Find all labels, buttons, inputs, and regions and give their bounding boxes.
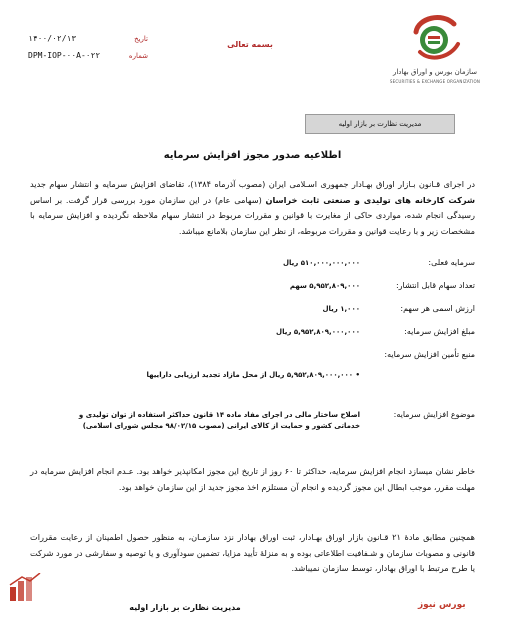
deadline-note: خاطر نشان میسازد انجام افزایش سرمایه، حداکثر تا ۶۰ روز از تاریخ این مجوز امکانپذیر خواهد بود. عـدم انجام افزایش سرمایه در مهلت مقرر، موجب ابطال این مجوز گردیده و انجام آن مستلزم اخذ مجوز جدید از این سازمان خواهد بود.	[30, 466, 476, 492]
spec-row	[30, 410, 475, 432]
number-row	[28, 47, 148, 64]
spec-row	[30, 370, 475, 381]
organization-name-en: SECURITIES & EXCHANGE ORGANIZATION	[389, 79, 481, 84]
date-row	[28, 30, 148, 47]
spec-value: ۱,۰۰۰ ریال	[322, 305, 360, 313]
spec-label: مبلغ افزایش سرمایه:	[404, 327, 475, 336]
registration-note: همچنین مطابق مادۀ ۲۱ قـانون بازار اوراق بهـادار، ثبت اوراق بهادار نزد سازمـان، به منظور حصول اطمینان از رعایت مقررات قانونی و مصوبات سازمان و شـفافیت اطلاعاتی بوده و به منزلۀ تأیید مزایا، تضمین سودآوری و یا توصیه و سفارشی در مورد شرکت یا طرح مرتبط با اوراق بهادار، توسط سازمان نمیباشد.	[30, 532, 475, 573]
spec-value: ۵,۹۵۲,۸۰۹,۰۰۰,۰۰۰ ریال	[276, 328, 360, 336]
capital-increase-specs	[30, 258, 475, 448]
company-name: شرکت کارخانه های تولیدی و صنعتی ثابت خراسان	[265, 194, 475, 205]
intro-paragraph	[30, 177, 475, 239]
spec-row	[30, 281, 475, 292]
spec-label: منبع تأمین افزایش سرمایه:	[384, 350, 475, 359]
seo-logo-icon	[408, 10, 462, 64]
organization-logo	[380, 10, 490, 90]
spec-value: • ۵,۹۵۲,۸۰۹,۰۰۰,۰۰۰ ریال از محل مازاد تجدید ارزیابی داراییها	[146, 371, 360, 379]
spec-row	[30, 304, 475, 315]
spec-label: سرمایه فعلی:	[428, 258, 475, 267]
date-label: تاریخ	[134, 34, 148, 43]
spec-row	[30, 350, 475, 359]
document-title: اطلاعیه صدور مجوز افزایش سرمایه	[163, 150, 342, 161]
letter-header	[0, 0, 505, 100]
number-label: شماره	[128, 51, 148, 60]
spec-value: اصلاح ساختار مالی در اجرای مفاد ماده ۱۴ قانون حداکثر استفاده از توان تولیدی و خدماتی کشور و حمایت از کالای ایرانی (مصوب ۹۸/۰۲/۱۵ مجلس شورای اسلامی)	[78, 411, 360, 430]
spec-row	[30, 327, 475, 338]
closing-signature: مدیریت نظارت بر بازار اولیه	[129, 603, 241, 612]
basmala: بسمه تعالی	[227, 40, 273, 49]
number-value: DPM-IOP-۰۰A-۰۲۲	[28, 51, 101, 60]
organization-name: سازمان بورس و اوراق بهادار	[392, 68, 477, 76]
intro-text-2: (سهامی عام) در این سازمان مورد بررسی قرار گرفت. بر اساس رسیدگی انجام شده، مواردی حاکی از مغایرت با قوانین و مقررات مربوط در انتشار سهام ملاحظه نگردیده و افزایش سرمایه با مشخصات زیر و با رعایت قوانین و مقررات مربوطه، از نظر این سازمان بلامانع میباشد.	[30, 194, 475, 236]
spec-value: ۵,۹۵۲,۸۰۹,۰۰۰ سهم	[289, 282, 360, 290]
department-box: مدیریت نظارت بر بازار اولیه	[305, 114, 455, 134]
date-value: ۱۴۰۰/۰۲/۱۳	[28, 34, 77, 43]
watermark-text: بورس نیوز	[418, 600, 466, 610]
news-logo-icon	[8, 573, 42, 603]
intro-text-1: در اجرای قـانون بـازار اوراق بهـادار جمهوری اسـلامی ایران (مصوب آذرماه ۱۳۸۴)، تقاضای افزایش سرمایه و انتشار سهام جدید	[30, 179, 475, 189]
spec-label: ارزش اسمی هر سهم:	[400, 304, 475, 313]
spec-label: موضوع افزایش سرمایه:	[393, 410, 475, 419]
spec-label: تعداد سهام قابل انتشار:	[395, 281, 475, 290]
letter-meta	[28, 30, 148, 64]
spec-row	[30, 258, 475, 269]
spec-value: ۵۱۰,۰۰۰,۰۰۰,۰۰۰ ریال	[282, 259, 360, 267]
